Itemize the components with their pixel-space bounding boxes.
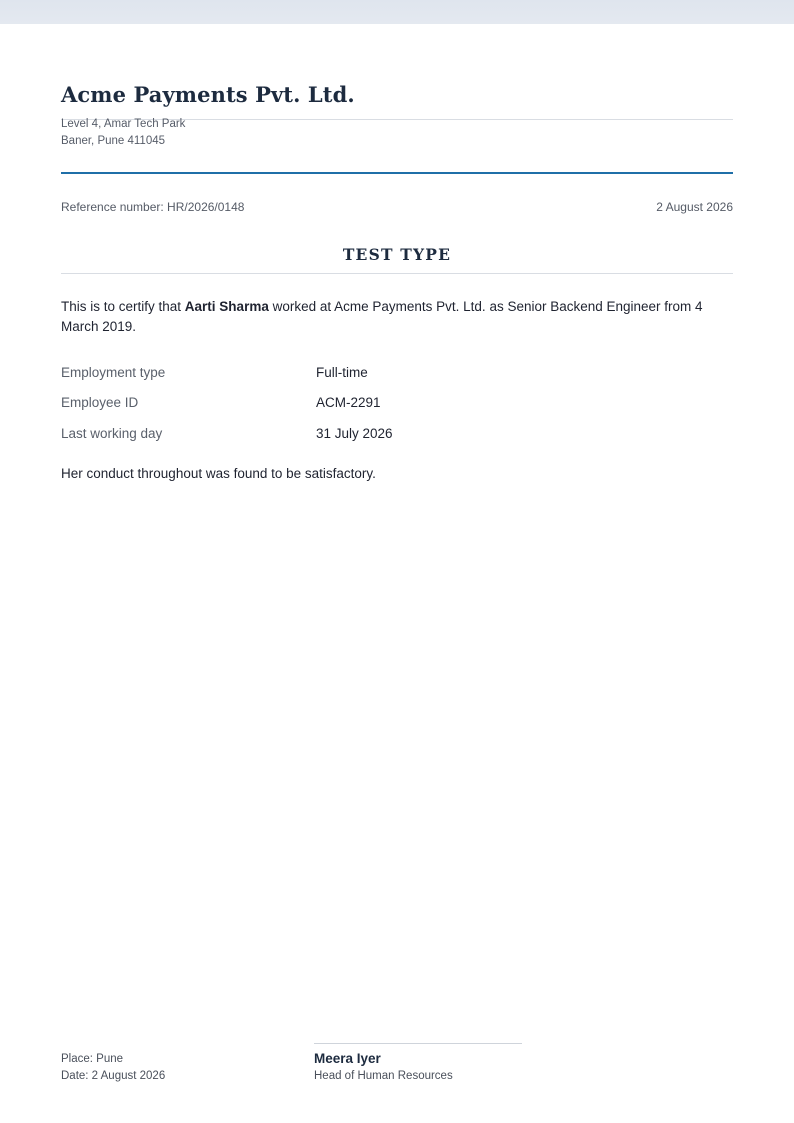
intro-prefix: This is to certify that xyxy=(61,299,185,314)
detail-value: 31 July 2026 xyxy=(316,426,393,441)
employee-name: Aarti Sharma xyxy=(184,299,269,314)
document-title: TEST TYPE xyxy=(342,245,452,264)
certificate-page xyxy=(61,24,733,1123)
accent-divider xyxy=(61,172,733,174)
detail-label: Last working day xyxy=(61,426,163,441)
address-line-2: Baner, Pune 411045 xyxy=(61,135,166,147)
title-divider xyxy=(61,273,733,274)
detail-label: Employee ID xyxy=(61,395,139,410)
footer-place: Place: Pune xyxy=(61,1053,124,1065)
letter-date: 2 August 2026 xyxy=(656,200,733,214)
address-line-1: Level 4, Amar Tech Park xyxy=(61,118,186,130)
reference-number: Reference number: HR/2026/0148 xyxy=(61,200,245,214)
intro-suffix: worked at Acme Payments Pvt. Ltd. as Senior Backend Engineer from 4 March 2019. xyxy=(61,299,703,334)
signature-line xyxy=(314,1043,522,1044)
detail-value: Full-time xyxy=(316,365,368,380)
signatory-title: Head of Human Resources xyxy=(314,1070,453,1082)
detail-value: ACM-2291 xyxy=(316,395,381,410)
certification-paragraph xyxy=(61,297,721,337)
page-top-strip xyxy=(0,0,794,24)
signatory-name: Meera Iyer xyxy=(314,1051,381,1066)
detail-label: Employment type xyxy=(61,365,166,380)
footer-date: Date: 2 August 2026 xyxy=(61,1070,166,1082)
company-name: Acme Payments Pvt. Ltd. xyxy=(61,82,355,107)
conduct-statement: Her conduct throughout was found to be satisfactory. xyxy=(61,466,376,481)
